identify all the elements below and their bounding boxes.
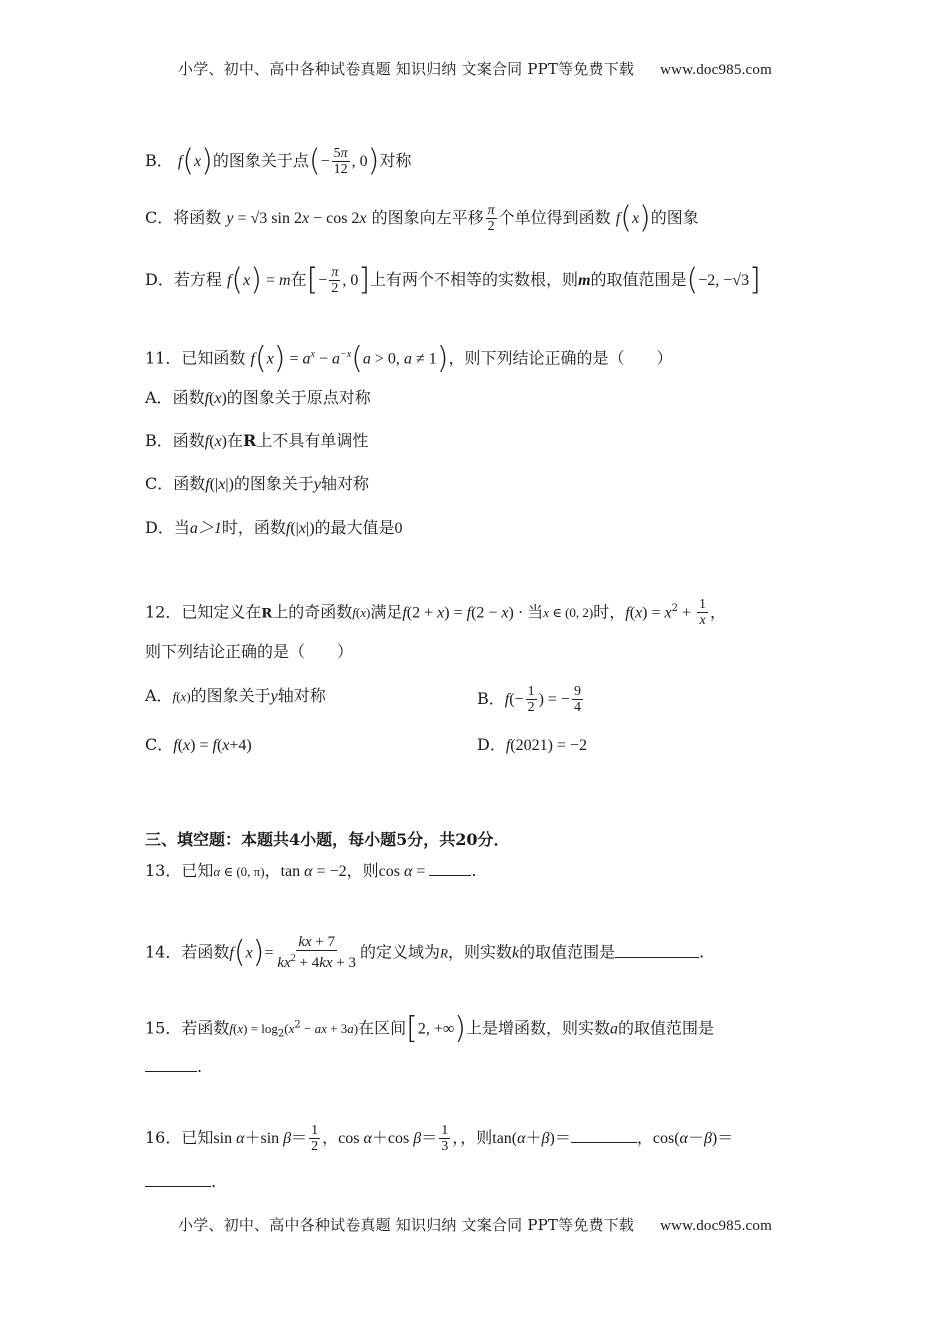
q10-d-text2: 在 [290, 270, 307, 289]
q10-option-d: D．若方程 f(x) = m在[− $\frac{\pi}{2}$ , 0]上有两个不相等的实数根，则m的取值范围是(−2, −√3] [145, 262, 761, 298]
answer-blank[interactable] [145, 1055, 197, 1072]
q11-c-text2: 的图象关于 [233, 474, 314, 493]
q10-c-text4: 的图象 [650, 208, 699, 227]
q11-d-cond: a＞1 [189, 520, 222, 537]
footer-site: www.doc985.com [660, 1218, 772, 1234]
q11-text1: 已知函数 [181, 348, 246, 368]
option-label: A． [145, 686, 173, 705]
q11-b-text1: 函数 [172, 431, 205, 450]
q13-text3: ，则 [346, 861, 379, 880]
option-label: C． [145, 208, 174, 227]
q15-text3: 上是增函数，则实数 [466, 1018, 611, 1038]
q10-b-text2: 对称 [379, 151, 412, 170]
option-label: D． [145, 518, 174, 537]
q11-b-text2: 在 [227, 431, 244, 450]
math-f-x: f [177, 153, 183, 170]
page-footer [0, 1214, 950, 1235]
question-number: 14． [145, 942, 182, 962]
option-label: B． [145, 431, 173, 450]
q11-b-text3: 上不具有单调性 [256, 431, 369, 450]
q11-d-text2: 时，函数 [221, 518, 286, 537]
q16-text3: ，则 [460, 1128, 493, 1147]
q12-a-y: y [270, 688, 278, 705]
option-label: D． [477, 735, 506, 754]
option-label: C． [145, 735, 174, 754]
option-label: A． [145, 388, 173, 407]
q13-text4: . [471, 861, 477, 880]
option-label: D． [145, 270, 174, 289]
q15-text5: . [197, 1057, 203, 1076]
q12-text6: 则下列结论正确的是（ ） [145, 642, 354, 661]
q12-a-text2: 轴对称 [277, 686, 326, 705]
question-number: 13． [145, 861, 182, 880]
q11-option-a: A．函数f(x)的图象关于原点对称 [145, 388, 371, 407]
q13-text1: 已知 [181, 861, 214, 880]
q12-text5: 时， [593, 602, 626, 622]
q13-text2: ， [264, 861, 281, 880]
q10-c-text2: 的图象向左平移 [371, 208, 484, 227]
q11-option-c: C．函数f(|x|)的图象关于y轴对称 [145, 474, 370, 493]
q11-text2: ，则下列结论正确的是（ ） [448, 348, 673, 368]
q15-text1: 若函数 [181, 1018, 230, 1038]
q12-option-c: C．f(x) = f(x+4) [145, 735, 252, 754]
section-title: 三、填空题：本题共4小题，每小题5分，共20分． [145, 830, 510, 849]
q12-option-d: D．f(2021) = −2 [477, 735, 587, 754]
q15-text4: 的取值范围是 [618, 1018, 715, 1038]
q12-text1: 已知定义在 [181, 602, 262, 622]
page-header [0, 58, 950, 79]
q12-option-b: B．f(− $\frac{1}{2}$ ) = − $\frac{9}{4}$ [477, 684, 581, 715]
q15-a: a [610, 1020, 619, 1038]
q10-c-text3: 个单位得到函数 [498, 208, 611, 227]
q16-text5: . [211, 1172, 217, 1191]
q14-text5: . [699, 942, 705, 962]
q11-option-d: D．当a＞1时，函数f(|x|)的最大值是0 [145, 518, 403, 537]
answer-blank[interactable] [145, 1170, 211, 1187]
q12-stem-2 [145, 640, 353, 664]
q11-c-y: y [313, 476, 322, 493]
q11-a-text2: 的图象关于原点对称 [226, 388, 371, 407]
q12-text3: 满足 [370, 602, 403, 622]
q11-b-R: R [243, 431, 257, 450]
q16-text4: ， [636, 1128, 653, 1147]
q14-text3: ，则实数 [447, 942, 512, 962]
q16-text2: ， [322, 1128, 339, 1147]
answer-blank[interactable] [429, 859, 471, 876]
q12-stem: 12．已知定义在R上的奇函数f(x)满足f(2 + x) = f(2 − x) · 当x ∈ (0, 2)时，$f(x) = x^2$ + $\frac{1}{x}$ ， [145, 597, 727, 629]
q15-text2: 在区间 [358, 1018, 407, 1038]
q11-option-b: B．函数f(x)在R上不具有单调性 [145, 431, 369, 450]
q14: 14．若函数f(x)= $\frac{kx + 7}{kx^2 + 4kx + 3}$ 的定义域为R，则实数k的取值范围是 . [145, 934, 705, 971]
option-label: C． [145, 474, 174, 493]
q10-d-text1: 若方程 [173, 270, 222, 289]
q13: 13．已知α ∈ (0, π)，tan α = −2，则cos α = . [145, 861, 477, 880]
q14-text4: 的取值范围是 [519, 942, 616, 962]
option-label: B． [145, 151, 173, 170]
q15: 15．若函数$f(x) = \log_2(x^2$ − ax + 3a)在区间[2, +∞)上是增函数，则实数a的取值范围是 [145, 1010, 715, 1046]
q10-option-c: C．将函数 y = √3 sin 2x − cos 2x 的图象向左平移 $\frac{\pi}{2}$ 个单位得到函数 f(x)的图象 [145, 200, 699, 236]
q12-option-a: A．f(x)的图象关于y轴对称 [145, 686, 326, 705]
q12-R: R [261, 606, 273, 622]
q11-d-text1: 当 [173, 518, 190, 537]
q11-d-text3: 的最大值是 [314, 518, 395, 537]
question-number: 16． [145, 1128, 182, 1147]
answer-blank[interactable] [615, 941, 699, 958]
q10-d-text3: 上有两个不相等的实数根，则 [370, 270, 579, 289]
question-number: 15． [145, 1018, 182, 1038]
q11-stem: 11．已知函数 $f(x) = a^x - a^{-x}(a > 0$, a ≠ 1)，则下列结论正确的是（ ） [145, 340, 673, 376]
q10-d-m: m [578, 272, 591, 289]
q14-text2: 的定义域为 [360, 942, 441, 962]
q12-a-text1: 的图象关于 [190, 686, 271, 705]
question-number: 12． [145, 602, 182, 622]
q10-d-text5: 的取值范围是 [590, 270, 687, 289]
q12-text4: 当 [527, 602, 544, 622]
q11-c-text1: 函数 [173, 474, 206, 493]
q14-R: R [440, 945, 448, 961]
q10-c-text1: 将函数 [173, 208, 222, 227]
q16: 16．已知sin α＋sin β＝ $\frac{1}{2}$ ，cos α＋cos β＝ $\frac{1}{3}$ ，，则tan(α＋β)＝ ，cos(α－β)＝ [145, 1123, 734, 1154]
q11-c-text3: 轴对称 [321, 474, 370, 493]
option-label: B． [477, 689, 505, 708]
header-site: www.doc985.com [660, 62, 772, 78]
answer-blank[interactable] [571, 1126, 637, 1143]
q15-line2 [145, 1055, 202, 1079]
q16-line2 [145, 1170, 216, 1194]
question-number: 11． [145, 348, 182, 368]
q10-b-text1: 的图象关于点 [212, 151, 309, 170]
q12-text2: 上的奇函数 [272, 602, 353, 622]
q14-k: k [512, 944, 520, 962]
q11-d-val: 0 [394, 520, 403, 537]
q14-text1: 若函数 [181, 942, 230, 962]
header-text: 小学、初中、高中各种试卷真题 知识归纳 文案合同 PPT等免费下载 [178, 60, 635, 78]
footer-text: 小学、初中、高中各种试卷真题 知识归纳 文案合同 PPT等免费下载 [178, 1216, 635, 1234]
q10-option-b: B． f(x)的图象关于点(− $\frac{5\pi}{12}$ , 0)对称 [145, 143, 412, 179]
q16-text1: 已知 [181, 1128, 214, 1147]
q11-a-text1: 函数 [172, 388, 205, 407]
